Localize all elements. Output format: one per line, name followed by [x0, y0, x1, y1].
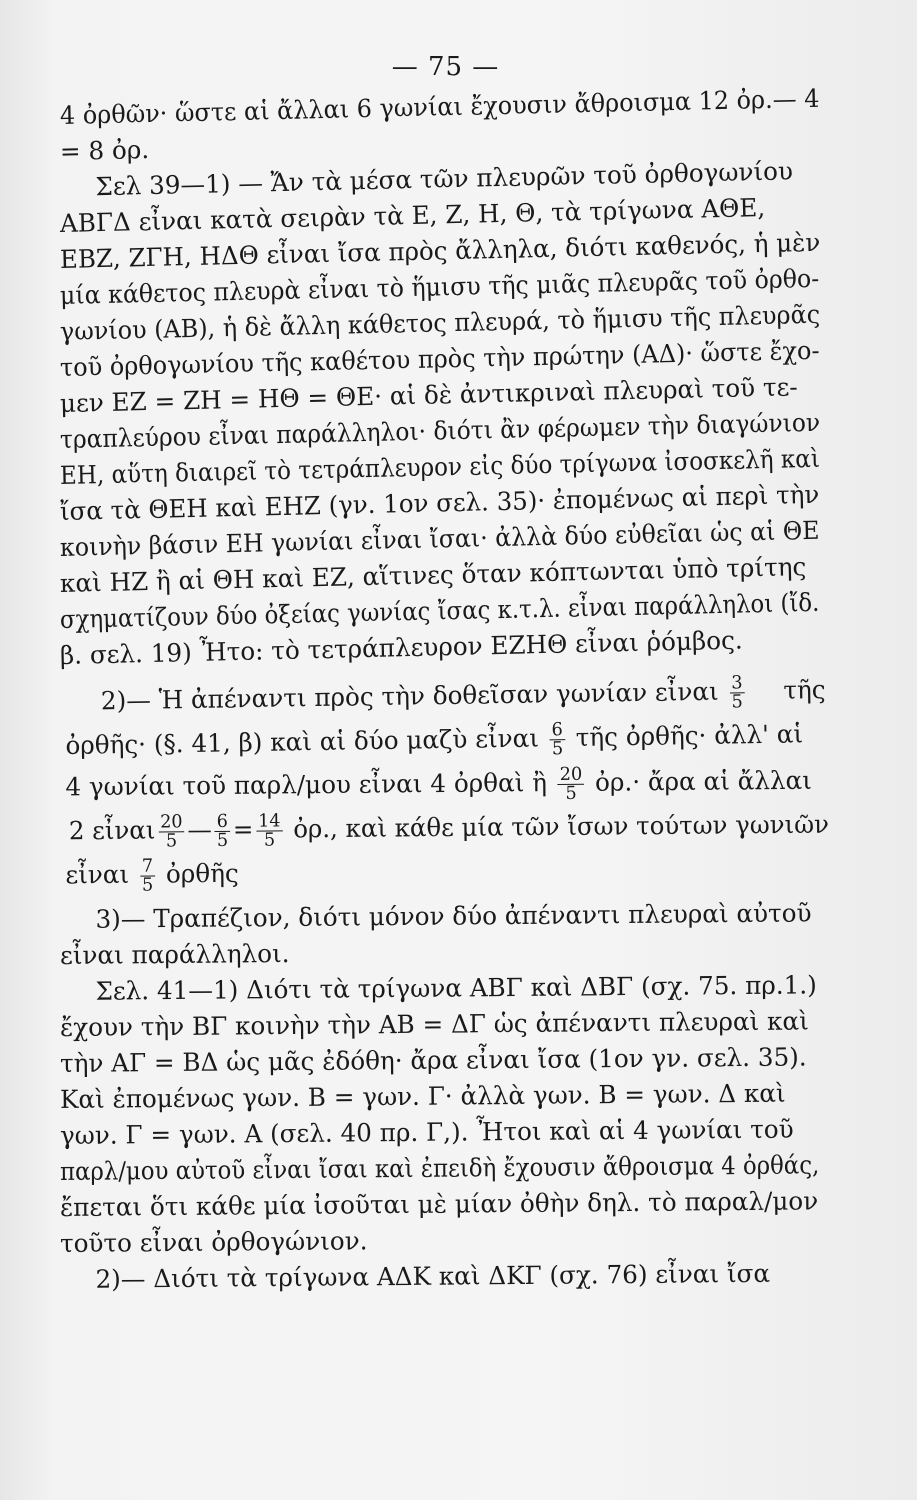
math-text: ὀρθῆς· (§. 41, β) καὶ αἱ δύο μαζὺ εἶναι — [65, 723, 540, 760]
math-text: εἶναι — [65, 859, 130, 890]
fraction-denominator: 5 — [263, 829, 276, 851]
text-line: τὴν ΑΓ = ΒΔ ὡς μᾶς ἐδόθη· ἄρα εἶναι ἴσα (1ον γν. σελ. 35). — [59, 1042, 807, 1078]
text-line: γων. Γ = γων. Α (σελ. 40 πρ. Γ,). Ἦτοι καὶ αἱ 4 γωνίαι τοῦ — [59, 1114, 794, 1150]
text-line: 2)— Διότι τὰ τρίγωνα ΑΔΚ καὶ ΔΚΓ (σχ. 76) εἶναι ἴσα — [95, 1258, 771, 1294]
math-line — [68, 803, 830, 854]
math-text: ὀρ., καὶ κάθε μία τῶν ἴσων τούτων γωνιῶν — [293, 809, 830, 844]
text-line: Καὶ ἐπομένως γων. Β = γων. Γ· ἀλλὰ γων. Β = γων. Δ καὶ — [59, 1078, 786, 1114]
math-text: τῆς ὀρθῆς· ἀλλ' αἱ — [575, 719, 804, 752]
text-line: τοῦτο εἶναι ὀρθογώνιον. — [59, 1226, 368, 1258]
minus-sign: — — [187, 815, 213, 845]
fraction-denominator: 5 — [731, 691, 744, 713]
fraction-denominator: 5 — [551, 738, 564, 760]
fraction — [558, 763, 585, 804]
page-number: — 75 — — [391, 52, 500, 82]
fraction-numerator: 7 — [141, 855, 154, 877]
text-line: τοῦ ὀρθογωνίου τῆς καθέτου πρὸς τὴν πρώτην (ΑΔ)· ὥστε ἔχο- — [59, 335, 820, 382]
fraction-denominator: 5 — [165, 830, 178, 852]
text-line: ΕΒΖ, ΖΓΗ, ΗΔΘ εἶναι ἴσα πρὸς ἄλληλα, διότι καθενός, ἡ μὲν — [59, 227, 821, 274]
fraction-numerator: 6 — [216, 810, 229, 832]
fraction-denominator: 5 — [216, 829, 229, 851]
fraction-denominator: 5 — [141, 874, 154, 896]
equals-sign: = — [232, 814, 254, 844]
text-line: 3)— Τραπέζιον, διότι μόνον δύο ἀπέναντι πλευραὶ αὐτοῦ — [95, 898, 812, 934]
text-line: ΑΒΓΔ εἶναι κατὰ σειρὰν τὰ Ε, Ζ, Η, Θ, τὰ τρίγωνα ΑΘΕ, — [59, 193, 766, 238]
text-line: γωνίου (ΑΒ), ἡ δὲ ἄλλη κάθετος πλευρά, τὸ ἥμισυ τῆς πλευρᾶς — [59, 299, 821, 346]
fraction-numerator: 20 — [559, 763, 583, 786]
math-text: ὀρθῆς — [165, 858, 239, 889]
text-line: καὶ ΗΖ ἢ αἱ ΘΗ καὶ ΕΖ, αἵτινες ὅταν κόπτωνται ὑπὸ τρίτης — [59, 552, 807, 598]
text-line: σχηματίζουν δύο ὀξείας γωνίας ἴσας κ.τ.λ. εἶναι παράλληλοι (ἴδ. — [59, 587, 820, 634]
math-text: ὀρ.· ἄρα αἱ ἄλλαι — [594, 765, 813, 797]
math-text: τῆς — [783, 675, 826, 705]
text-line: β. σελ. 19) Ἦτο: τὸ τετράπλευρον ΕΖΗΘ εἶναι ῥόμβος. — [59, 625, 743, 670]
math-line — [65, 847, 826, 898]
fraction — [256, 812, 283, 849]
text-line: ΕΗ, αὕτη διαιρεῖ τὸ τετράπλευρον εἰς δύο τρίγωνα ἰσοσκελῆ καὶ — [59, 443, 821, 490]
math-text: 2)— Ἡ ἀπέναντι πρὸς τὴν δοθεῖσαν γωνίαν εἶναι — [100, 676, 719, 716]
text-line: ἔπεται ὅτι κάθε μία ἰσοῦται μὲ μίαν ὀθὴν δηλ. τὸ παραλ/μον — [59, 1186, 819, 1222]
fraction-numerator: 6 — [551, 719, 564, 741]
math-text: 2 εἶναι — [68, 815, 156, 846]
math-text: 4 γωνίαι τοῦ παρλ/μου εἶναι 4 ὀρθαὶ ἢ — [65, 768, 548, 802]
text-line: ἴσα τὰ ΘΕΗ καὶ ΕΗΖ (γν. 1ον σελ. 35)· ἐπομένως αἱ περὶ τὴν — [59, 479, 820, 526]
fraction — [549, 721, 565, 758]
fraction — [140, 855, 156, 896]
fraction-numerator: 14 — [258, 810, 281, 832]
text-line: μία κάθετος πλευρὰ εἶναι τὸ ἥμισυ τῆς μιᾶς πλευρᾶς τοῦ ὀρθο- — [59, 263, 820, 310]
fraction-denominator: 5 — [565, 782, 577, 804]
text-line: Σελ 39—1) — Ἄν τὰ μέσα τῶν πλευρῶν τοῦ ὀρθογωνίου — [95, 156, 794, 202]
fraction — [215, 810, 230, 851]
fraction-numerator: 20 — [160, 811, 183, 833]
text-line: κοινὴν βάσιν ΕΗ γωνίαι εἶναι ἴσαι· ἀλλὰ δύο εὐθεῖαι ὡς αἱ ΘΕ — [59, 515, 820, 562]
text-line: παρλ/μου αὐτοῦ εἶναι ἴσαι καὶ ἐπειδὴ ἔχουσιν ἄθροισμα 4 ὀρθάς, — [59, 1150, 820, 1186]
math-line — [65, 759, 826, 810]
fraction — [729, 674, 745, 711]
text-line: 4 ὀρθῶν· ὥστε αἱ ἄλλαι 6 γωνίαι ἔχουσιν ἄθροισμα 12 ὀρ.— 4 — [59, 83, 820, 130]
text-line: Σελ. 41—1) Διότι τὰ τρίγωνα ΑΒΓ καὶ ΔΒΓ (σχ. 75. πρ.1.) — [95, 970, 817, 1006]
text-line: εἶναι παράλληλοι. — [59, 938, 290, 970]
text-line: μεν ΕΖ = ΖΗ = ΗΘ = ΘΕ· αἱ δὲ ἀντικριναὶ πλευραὶ τοῦ τε- — [59, 372, 798, 418]
text-line: ἔχουν τὴν ΒΓ κοινὴν τὴν ΑΒ = ΔΓ ὡς ἀπέναντι πλευραὶ καὶ — [59, 1006, 809, 1042]
fraction-numerator: 3 — [731, 672, 743, 694]
fraction — [158, 813, 185, 850]
text-line: τραπλεύρου εἶναι παράλληλοι· διότι ἂν φέρωμεν τὴν διαγώνιον — [59, 407, 821, 454]
text-line: = 8 ὀρ. — [59, 134, 150, 166]
